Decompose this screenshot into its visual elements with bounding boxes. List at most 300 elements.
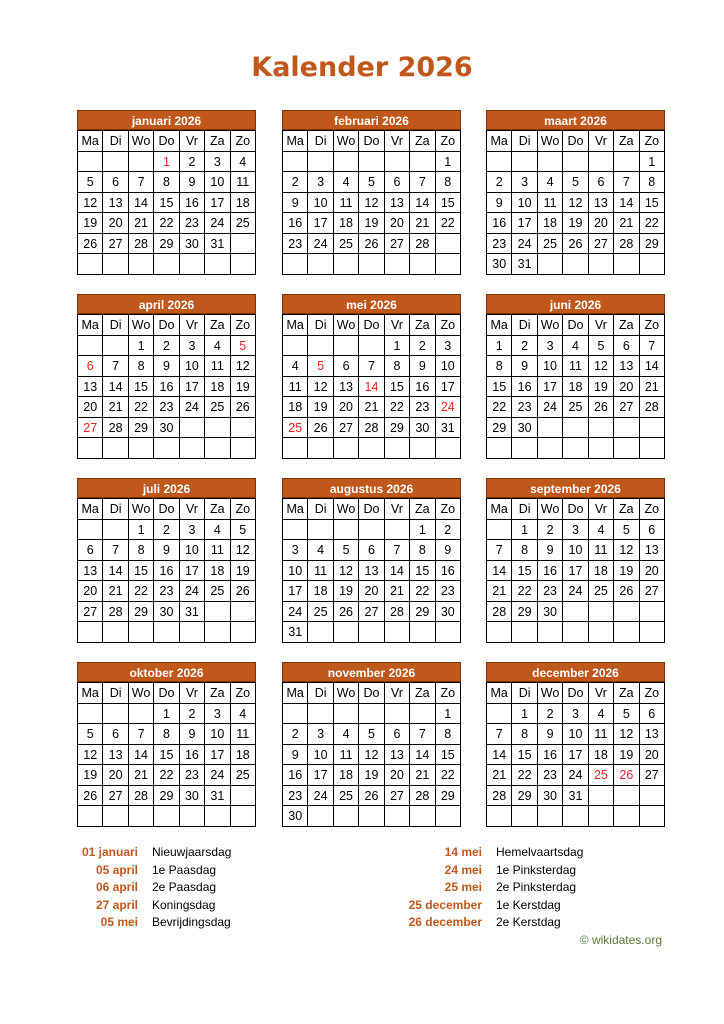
month-title: juli 2026 [77,478,256,498]
day-cell: 23 [180,765,205,786]
day-cell: 28 [129,786,154,807]
holiday-row [78,914,231,932]
day-cell: 3 [538,336,563,357]
empty-day-cell [283,520,308,541]
empty-day-cell [308,336,333,357]
day-cell: 22 [129,397,154,418]
holiday-name: 1e Kerstdag [496,897,561,912]
day-cell: 24 [563,765,588,786]
day-cell: 24 [205,765,230,786]
day-cell: 25 [205,397,230,418]
day-cell: 11 [231,172,256,193]
day-cell: 19 [78,765,103,786]
weekday-header: Ma [78,499,103,520]
day-cell: 4 [231,152,256,173]
day-cell: 28 [410,786,435,807]
day-cell: 18 [205,377,230,398]
empty-day-cell [640,602,665,623]
day-cell: 20 [334,397,359,418]
day-cell: 2 [436,520,461,541]
day-cell: 30 [538,786,563,807]
day-cell: 10 [308,745,333,766]
month-grid [282,314,461,459]
day-cell: 11 [283,377,308,398]
day-cell: 30 [436,602,461,623]
empty-day-cell [589,438,614,459]
empty-day-cell [487,152,512,173]
weekday-header: Ma [78,683,103,704]
weekday-header: Do [563,683,588,704]
day-cell: 22 [640,213,665,234]
day-cell: 10 [436,356,461,377]
day-cell: 18 [283,397,308,418]
empty-day-cell [334,622,359,643]
day-cell: 22 [385,397,410,418]
day-cell: 6 [640,704,665,725]
day-cell: 22 [512,765,537,786]
day-cell: 19 [614,745,639,766]
day-cell: 8 [129,540,154,561]
weekday-header: Di [308,315,333,336]
day-cell: 23 [154,397,179,418]
day-cell: 30 [410,418,435,439]
day-cell: 11 [589,724,614,745]
day-cell: 30 [512,418,537,439]
day-cell: 11 [538,193,563,214]
day-cell: 26 [589,397,614,418]
day-cell: 18 [231,193,256,214]
month-grid [486,682,665,827]
day-cell: 30 [180,234,205,255]
holiday-name: 2e Kerstdag [496,915,561,929]
day-cell: 15 [640,193,665,214]
day-cell: 11 [563,356,588,377]
day-cell: 1 [512,704,537,725]
day-cell: 12 [563,193,588,214]
day-cell: 26 [359,234,384,255]
day-cell: 13 [103,193,128,214]
holiday-date: 14 mei [444,845,482,859]
empty-day-cell [78,254,103,275]
day-cell: 29 [129,602,154,623]
day-cell: 5 [614,520,639,541]
weekday-header: Do [359,683,384,704]
day-cell: 4 [538,172,563,193]
weekday-header: Za [205,131,230,152]
weekday-header: Ma [78,315,103,336]
day-cell: 23 [538,765,563,786]
weekday-header: Vr [385,683,410,704]
empty-day-cell [436,806,461,827]
empty-day-cell [589,254,614,275]
day-cell: 18 [334,213,359,234]
empty-day-cell [308,438,333,459]
weekday-header: Wo [129,683,154,704]
month-title: november 2026 [282,662,461,682]
empty-day-cell [385,152,410,173]
weekday-header: Wo [129,499,154,520]
weekday-header: Za [614,683,639,704]
day-cell: 31 [563,786,588,807]
day-cell: 25 [231,765,256,786]
day-cell: 7 [640,336,665,357]
day-cell: 2 [538,704,563,725]
empty-day-cell [154,622,179,643]
day-cell: 15 [154,745,179,766]
day-cell: 7 [614,172,639,193]
day-cell: 15 [436,193,461,214]
day-cell: 14 [129,745,154,766]
day-cell: 13 [385,745,410,766]
day-cell: 22 [436,765,461,786]
day-cell: 13 [640,724,665,745]
day-cell: 2 [487,172,512,193]
day-cell: 5 [614,704,639,725]
empty-day-cell [436,254,461,275]
day-cell: 8 [385,356,410,377]
weekday-header: Ma [487,131,512,152]
day-cell: 25 [589,765,614,786]
holiday-row [78,879,231,897]
day-cell: 30 [154,418,179,439]
holiday-row [400,844,583,862]
holiday-name: 2e Paasdag [152,880,217,894]
day-cell: 7 [410,724,435,745]
day-cell: 26 [359,786,384,807]
day-cell: 19 [359,213,384,234]
empty-day-cell [359,806,384,827]
day-cell: 4 [589,704,614,725]
holiday-date: 24 mei [444,862,482,877]
day-cell: 29 [154,234,179,255]
month-title: december 2026 [486,662,665,682]
day-cell: 22 [154,213,179,234]
weekday-header: Zo [231,499,256,520]
day-cell: 1 [410,520,435,541]
day-cell: 21 [129,765,154,786]
weekday-header: Zo [436,315,461,336]
day-cell: 11 [334,193,359,214]
day-cell: 24 [308,234,333,255]
day-cell: 11 [589,540,614,561]
day-cell: 7 [385,540,410,561]
weekday-header: Do [359,131,384,152]
day-cell: 25 [283,418,308,439]
day-cell: 16 [180,193,205,214]
empty-day-cell [129,152,154,173]
weekday-header: Ma [78,131,103,152]
weekday-header: Di [103,499,128,520]
empty-day-cell [129,438,154,459]
day-cell: 31 [512,254,537,275]
day-cell: 9 [538,724,563,745]
month-title: januari 2026 [77,110,256,130]
day-cell: 14 [410,745,435,766]
day-cell: 14 [103,377,128,398]
empty-day-cell [129,704,154,725]
empty-day-cell [512,152,537,173]
empty-day-cell [614,602,639,623]
day-cell: 16 [283,765,308,786]
day-cell: 16 [512,377,537,398]
day-cell: 28 [103,602,128,623]
holiday-date: 25 mei [444,880,482,894]
day-cell: 25 [231,213,256,234]
weekday-header: Wo [129,315,154,336]
holiday-row [400,897,583,915]
empty-day-cell [103,438,128,459]
weekday-header: Ma [487,683,512,704]
day-cell: 20 [640,561,665,582]
weekday-header: Vr [589,683,614,704]
day-cell: 16 [283,213,308,234]
empty-day-cell [308,622,333,643]
day-cell: 7 [103,356,128,377]
day-cell: 12 [359,193,384,214]
month-block [282,294,461,459]
day-cell: 24 [283,602,308,623]
empty-day-cell [487,704,512,725]
day-cell: 26 [614,581,639,602]
holiday-row [78,844,231,862]
empty-day-cell [589,806,614,827]
day-cell: 15 [129,561,154,582]
day-cell: 24 [538,397,563,418]
day-cell: 4 [308,540,333,561]
day-cell: 27 [78,602,103,623]
day-cell: 4 [205,336,230,357]
empty-day-cell [385,520,410,541]
day-cell: 12 [231,356,256,377]
weekday-header: Zo [436,131,461,152]
day-cell: 23 [283,234,308,255]
day-cell: 20 [78,581,103,602]
weekday-header: Zo [436,499,461,520]
day-cell: 12 [334,561,359,582]
day-cell: 25 [563,397,588,418]
holiday-column-right [400,844,583,932]
empty-day-cell [308,704,333,725]
day-cell: 1 [487,336,512,357]
holiday-row [400,879,583,897]
day-cell: 2 [283,724,308,745]
day-cell: 27 [640,765,665,786]
weekday-header: Vr [385,131,410,152]
empty-day-cell [359,254,384,275]
weekday-header: Za [205,315,230,336]
day-cell: 12 [78,193,103,214]
empty-day-cell [538,152,563,173]
day-cell: 5 [563,172,588,193]
holiday-row [78,862,231,880]
day-cell: 26 [563,234,588,255]
day-cell: 7 [410,172,435,193]
day-cell: 6 [640,520,665,541]
empty-day-cell [640,418,665,439]
empty-day-cell [180,438,205,459]
empty-day-cell [103,152,128,173]
day-cell: 26 [231,581,256,602]
day-cell: 23 [487,234,512,255]
month-grid [486,498,665,643]
day-cell: 9 [436,540,461,561]
day-cell: 24 [180,581,205,602]
weekday-header: Di [103,683,128,704]
day-cell: 18 [589,561,614,582]
day-cell: 12 [614,724,639,745]
day-cell: 15 [512,745,537,766]
day-cell: 4 [205,520,230,541]
empty-day-cell [231,254,256,275]
empty-day-cell [231,234,256,255]
day-cell: 3 [180,336,205,357]
empty-day-cell [614,786,639,807]
weekday-header: Zo [231,131,256,152]
day-cell: 8 [154,172,179,193]
day-cell: 26 [614,765,639,786]
holiday-name: Hemelvaartsdag [496,845,584,859]
day-cell: 24 [436,397,461,418]
month-block [282,110,461,275]
day-cell: 29 [640,234,665,255]
weekday-header: Do [154,683,179,704]
day-cell: 4 [563,336,588,357]
month-title: oktober 2026 [77,662,256,682]
day-cell: 9 [154,540,179,561]
day-cell: 8 [410,540,435,561]
day-cell: 19 [614,561,639,582]
day-cell: 21 [359,397,384,418]
month-title: april 2026 [77,294,256,314]
weekday-header: Za [410,683,435,704]
empty-day-cell [385,622,410,643]
day-cell: 16 [154,377,179,398]
day-cell: 12 [231,540,256,561]
day-cell: 5 [231,520,256,541]
month-grid [486,130,665,275]
day-cell: 13 [589,193,614,214]
month-block [486,294,665,459]
day-cell: 3 [308,724,333,745]
day-cell: 28 [359,418,384,439]
day-cell: 18 [589,745,614,766]
day-cell: 30 [538,602,563,623]
empty-day-cell [640,438,665,459]
empty-day-cell [78,152,103,173]
day-cell: 2 [154,336,179,357]
day-cell: 22 [436,213,461,234]
day-cell: 2 [180,704,205,725]
empty-day-cell [359,622,384,643]
day-cell: 31 [180,602,205,623]
weekday-header: Za [614,315,639,336]
holiday-name: Nieuwjaarsdag [152,845,232,859]
day-cell: 25 [308,602,333,623]
holiday-column-left [78,844,231,932]
day-cell: 18 [205,561,230,582]
day-cell: 11 [205,356,230,377]
month-title: februari 2026 [282,110,461,130]
empty-day-cell [563,152,588,173]
empty-day-cell [103,622,128,643]
month-title: september 2026 [486,478,665,498]
empty-day-cell [283,336,308,357]
empty-day-cell [563,418,588,439]
weekday-header: Di [512,131,537,152]
day-cell: 8 [512,540,537,561]
empty-day-cell [614,254,639,275]
empty-day-cell [487,520,512,541]
empty-day-cell [103,704,128,725]
empty-day-cell [129,254,154,275]
day-cell: 23 [512,397,537,418]
empty-day-cell [154,806,179,827]
day-cell: 24 [205,213,230,234]
day-cell: 5 [78,724,103,745]
day-cell: 10 [283,561,308,582]
day-cell: 21 [129,213,154,234]
weekday-header: Ma [283,315,308,336]
empty-day-cell [334,704,359,725]
empty-day-cell [538,622,563,643]
day-cell: 4 [589,520,614,541]
day-cell: 14 [487,561,512,582]
day-cell: 8 [436,724,461,745]
empty-day-cell [205,418,230,439]
day-cell: 1 [512,520,537,541]
day-cell: 5 [359,172,384,193]
day-cell: 30 [154,602,179,623]
day-cell: 27 [640,581,665,602]
day-cell: 9 [283,745,308,766]
weekday-header: Di [308,683,333,704]
day-cell: 17 [436,377,461,398]
empty-day-cell [640,622,665,643]
weekday-header: Do [154,131,179,152]
day-cell: 1 [129,336,154,357]
holiday-row [400,914,583,932]
empty-day-cell [563,602,588,623]
day-cell: 5 [589,336,614,357]
day-cell: 6 [359,540,384,561]
day-cell: 9 [538,540,563,561]
empty-day-cell [410,622,435,643]
day-cell: 27 [385,234,410,255]
weekday-header: Vr [385,315,410,336]
day-cell: 6 [589,172,614,193]
day-cell: 6 [103,724,128,745]
day-cell: 8 [640,172,665,193]
day-cell: 11 [231,724,256,745]
footer-credit: © wikidates.org [579,933,662,947]
day-cell: 28 [640,397,665,418]
empty-day-cell [103,520,128,541]
month-grid [77,314,256,459]
day-cell: 14 [103,561,128,582]
weekday-header: Vr [589,499,614,520]
day-cell: 11 [308,561,333,582]
day-cell: 17 [205,193,230,214]
day-cell: 15 [154,193,179,214]
day-cell: 14 [385,561,410,582]
day-cell: 2 [180,152,205,173]
day-cell: 14 [640,356,665,377]
day-cell: 31 [205,234,230,255]
weekday-header: Di [512,683,537,704]
day-cell: 4 [231,704,256,725]
day-cell: 1 [385,336,410,357]
day-cell: 9 [180,724,205,745]
